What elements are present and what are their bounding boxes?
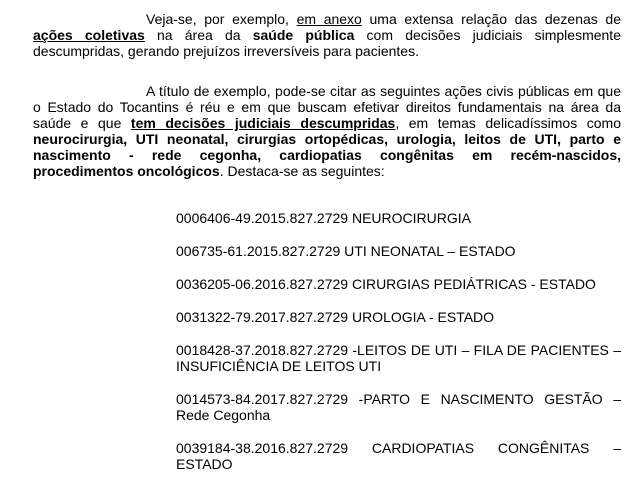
case-number: 0036205-06.2016.827.2729 [176, 276, 349, 292]
case-item [176, 243, 621, 259]
emphasis-decisoes-descumpridas: tem decisões judiciais descumpridas [130, 115, 396, 131]
case-subject: UTI NEONATAL – ESTADO [344, 243, 516, 259]
case-subject: -PARTO E NASCIMENTO GESTÃO – Rede Cegonha [176, 391, 621, 423]
case-subject: -LEITOS DE UTI – FILA DE PACIENTES – INSUFICIÊNCIA DE LEITOS UTI [176, 342, 621, 374]
emphasis-acoes-coletivas: ações coletivas [33, 27, 145, 43]
paragraph-annex [33, 11, 621, 59]
text-span: Veja-se, por exemplo, [146, 11, 297, 27]
text-span: , em temas delicadíssimos como [395, 115, 621, 131]
case-number: 0006406-49.2015.827.2729 [176, 210, 349, 226]
case-number: 0031322-79.2017.827.2729 [176, 309, 349, 325]
case-number: 0018428-37.2018.827.2729 [176, 342, 349, 358]
case-item [176, 210, 621, 226]
emphasis-saude-publica: saúde pública [252, 27, 355, 43]
case-number: 006735-61.2015.827.2729 [176, 243, 341, 259]
emphasis-temas: neurocirurgia, UTI neonatal, cirurgias ortopédicas, urologia, leitos de UTI, parto e nascimento - rede cegonha, cardiopatias congênitas em recém-nascidos, procedimentos oncológicos [33, 131, 621, 179]
case-item [176, 440, 621, 472]
text-span: A título de exemplo, pode-se citar as seguintes ações civis públicas em que o Estado do Tocantins é réu e em que buscam efetivar direitos fundamentais na área da saúde e que [33, 83, 621, 131]
case-number: 0014573-84.2017.827.2729 [176, 391, 349, 407]
case-item [176, 391, 621, 423]
case-item [176, 276, 621, 292]
text-span: uma extensa relação das dezenas de [361, 11, 622, 27]
annex-reference: em anexo [296, 11, 362, 27]
paragraph-examples [33, 83, 621, 179]
case-subject: CARDIOPATIAS CONGÊNITAS – ESTADO [176, 440, 621, 472]
case-item [176, 309, 621, 325]
case-subject: UROLOGIA - ESTADO [351, 309, 495, 325]
text-span: com decisões judiciais simplesmente descumpridas, gerando prejuízos irreversíveis para pacientes. [33, 27, 621, 59]
text-span: na área da [144, 27, 253, 43]
case-subject: CIRURGIAS PEDIÁTRICAS - ESTADO [351, 276, 596, 292]
case-subject: NEUROCIRURGIA [351, 210, 471, 226]
text-span: . Destaca-se as seguintes: [219, 163, 385, 179]
case-item [176, 342, 621, 374]
case-number: 0039184-38.2016.827.2729 [176, 440, 349, 456]
case-list [176, 210, 621, 489]
